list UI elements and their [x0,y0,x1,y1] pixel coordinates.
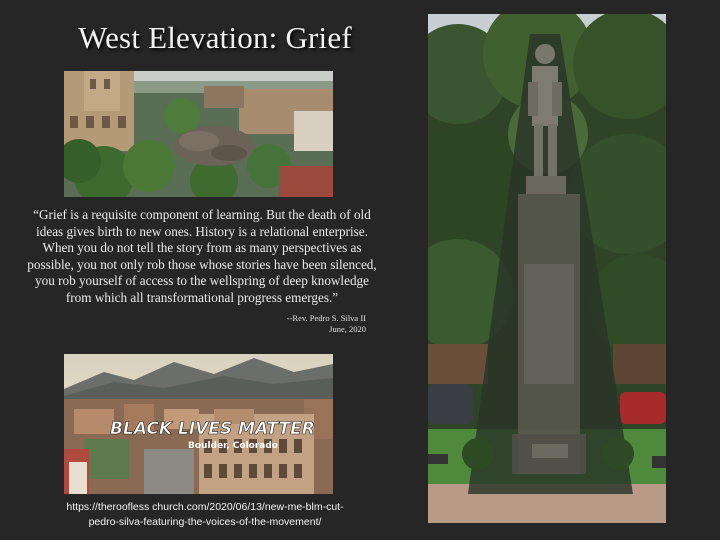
quote-text: “Grief is a requisite component of learning. But the death of old ideas gives birth to new ones. History is a relational enterprise. When you do not tell the story from as many perspectives as possible, you not only rob those whose stories have been silenced, you rob yourself of access to the wellspring of deep knowledge from which all transformational progress emerges.” [27,207,377,305]
video-caption-main: BLACK LIVES MATTER [110,419,315,439]
monument-photo [428,14,666,523]
video-url[interactable] [30,500,380,530]
video-caption-sub: Boulder, Colorado [188,441,278,451]
blm-video-still [64,354,333,494]
attribution-date: June, 2020 [329,324,366,334]
video-url-line1[interactable]: https://theroofless church.com/2020/06/13/new-me-blm-cut- [66,501,344,513]
video-url-line2[interactable]: pedro-silva-featuring-the-voices-of-the-movement/ [88,516,322,528]
attribution-name: --Rev. Pedro S. Silva II [286,313,366,323]
aerial-crowd-photo [64,71,333,197]
quote-attribution [200,313,366,335]
slide-title: West Elevation: Grief [78,20,352,55]
